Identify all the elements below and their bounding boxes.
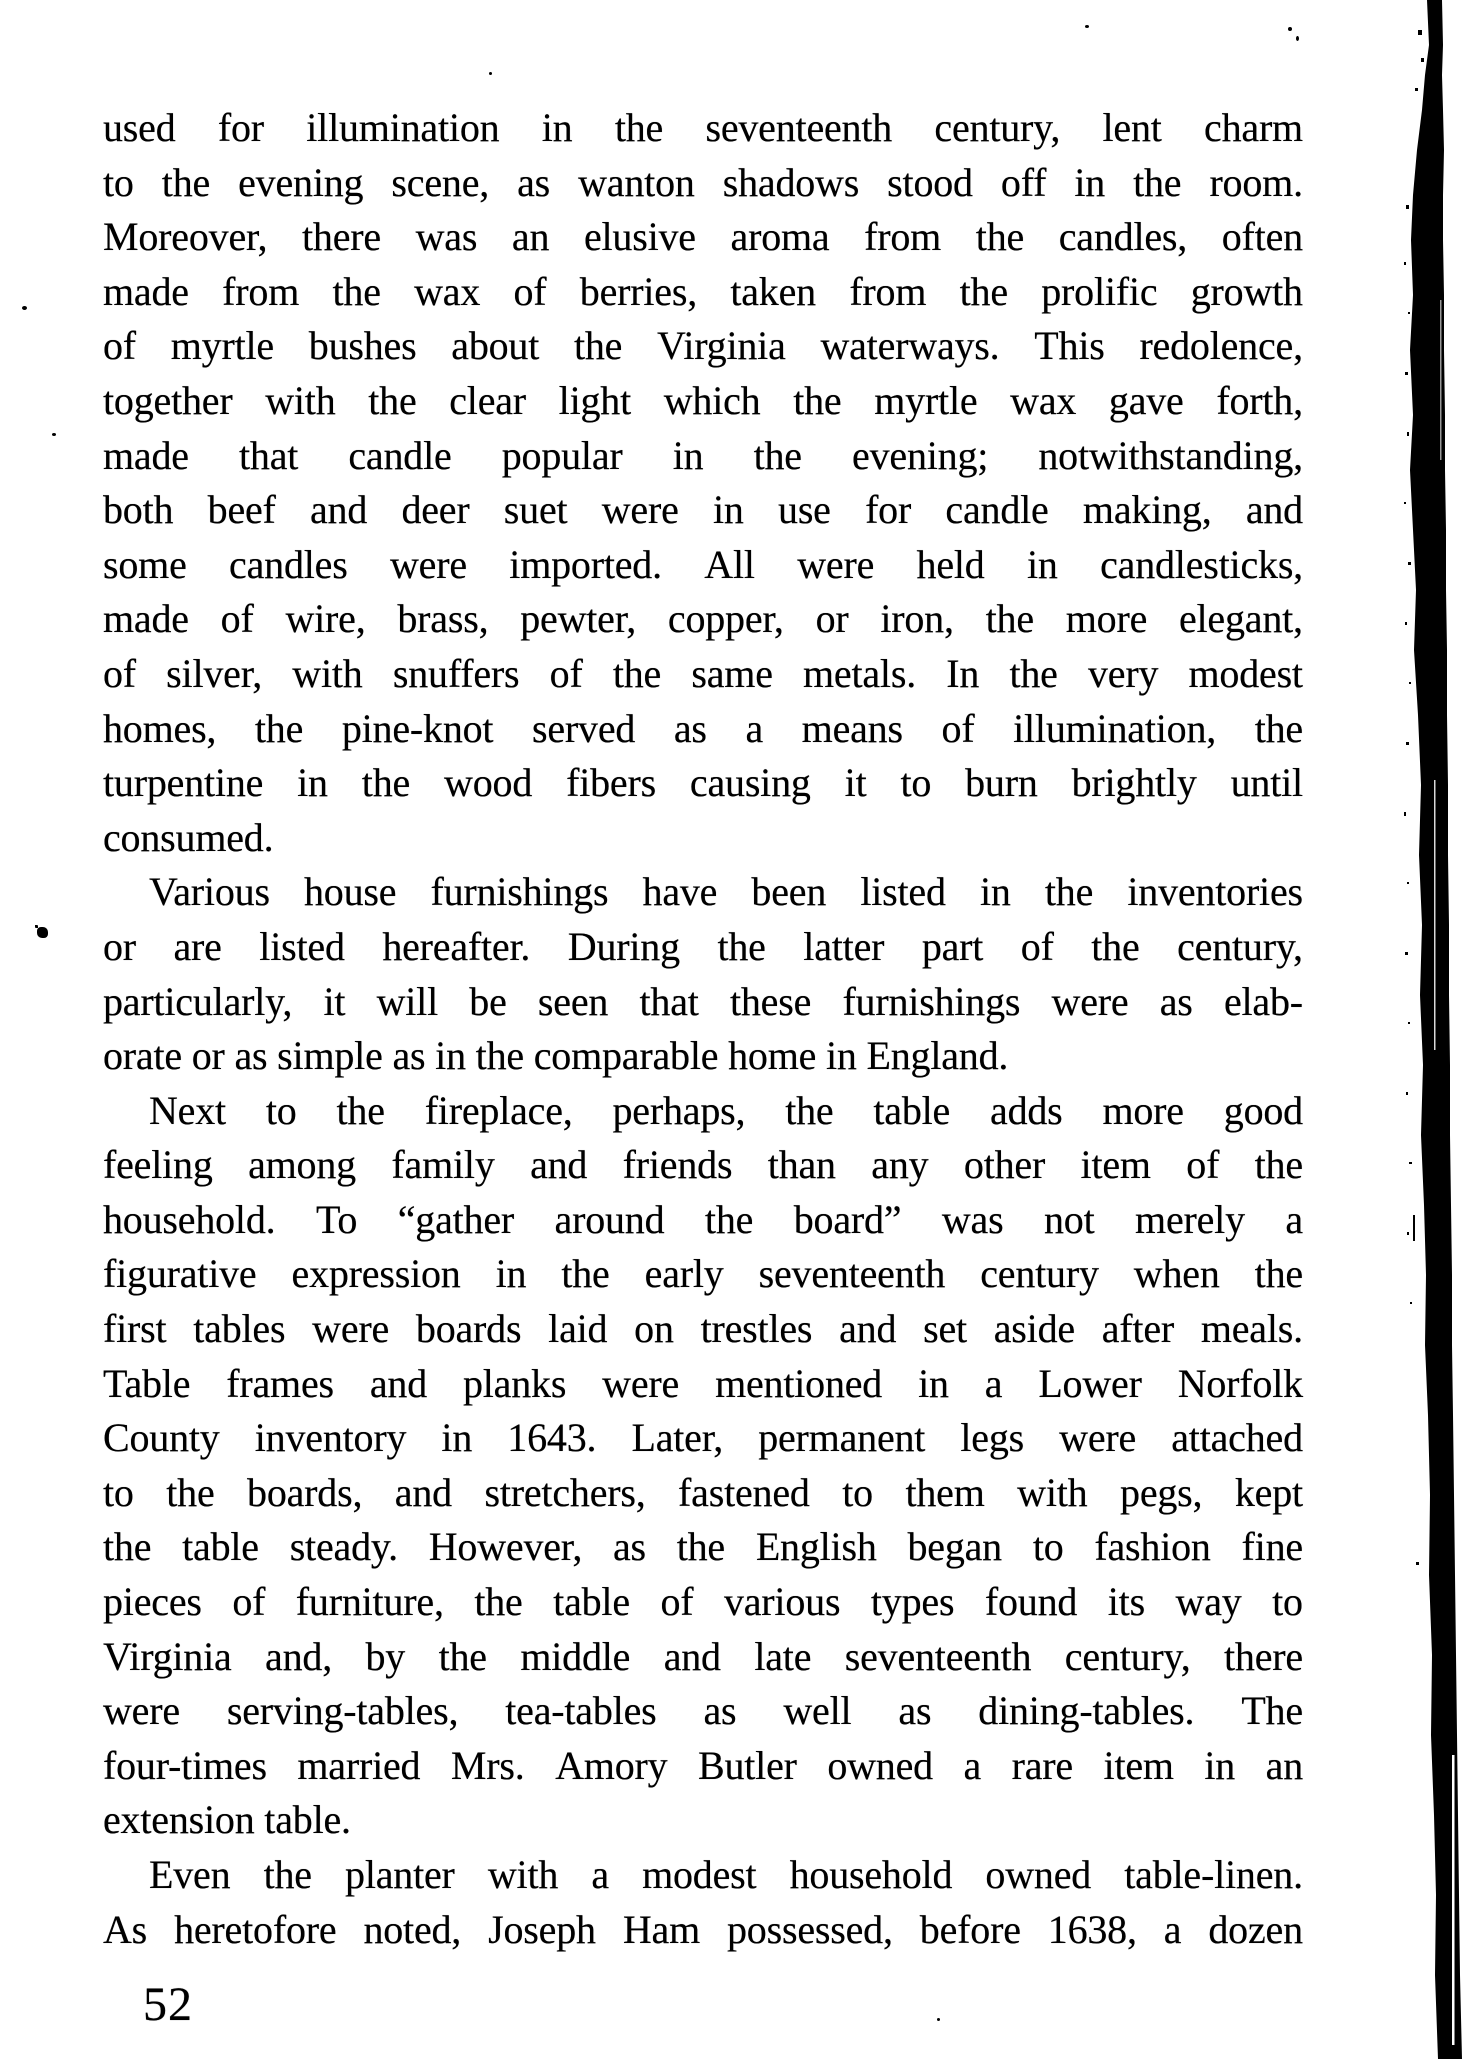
text-line: of silver, with snuffers of the same metals. In the very modest xyxy=(103,650,1303,696)
text-line: were serving-tables, tea-tables as well as dining-tables. The xyxy=(103,1688,1303,1734)
page-number: 52 xyxy=(143,1978,193,2031)
scan-speck xyxy=(1085,25,1089,28)
text-line: County inventory in 1643. Later, permanent legs were attached xyxy=(103,1415,1303,1461)
text-line: Table frames and planks were mentioned in a Lower Norfolk xyxy=(103,1360,1303,1406)
text-line: together with the clear light which the myrtle wax gave forth, xyxy=(103,377,1303,423)
text-line: Moreover, there was an elusive aroma from the candles, often xyxy=(103,214,1303,260)
text-line: Various house furnishings have been listed in the inventories xyxy=(149,869,1303,915)
scan-speck xyxy=(52,433,56,436)
text-line: Next to the fireplace, perhaps, the table adds more good xyxy=(149,1087,1303,1133)
text-line: or are listed hereafter. During the latter part of the century, xyxy=(103,923,1303,969)
text-line: made of wire, brass, pewter, copper, or iron, the more elegant, xyxy=(103,596,1303,642)
text-line: As heretofore noted, Joseph Ham possessed, before 1638, a dozen xyxy=(103,1906,1303,1952)
text-line: homes, the pine-knot served as a means of illumination, the xyxy=(103,705,1303,751)
page-body-text xyxy=(103,101,1303,1957)
ink-blot-left-margin xyxy=(37,927,48,938)
text-line: extension table. xyxy=(103,1797,351,1843)
text-line: some candles were imported. All were held in candlesticks, xyxy=(103,541,1303,587)
text-line: used for illumination in the seventeenth century, lent charm xyxy=(103,105,1303,150)
scan-speck xyxy=(1288,27,1292,31)
scan-speck xyxy=(1296,36,1299,41)
text-line: figurative expression in the early seventeenth century when the xyxy=(103,1251,1303,1297)
text-line: of myrtle bushes about the Virginia waterways. This redolence, xyxy=(103,323,1303,369)
text-line: pieces of furniture, the table of various types found its way to xyxy=(103,1579,1303,1625)
text-line: particularly, it will be seen that these furnishings were as elab- xyxy=(103,978,1303,1024)
text-line: made from the wax of berries, taken from the prolific growth xyxy=(103,268,1303,314)
text-line: turpentine in the wood fibers causing it to burn brightly until xyxy=(103,760,1303,806)
text-line: the table steady. However, as the English began to fashion fine xyxy=(103,1524,1303,1570)
text-line: feeling among family and friends than any other item of the xyxy=(103,1142,1303,1188)
scan-speck xyxy=(489,72,492,75)
scan-speck xyxy=(22,306,27,310)
text-line: orate or as simple as in the comparable home in England. xyxy=(103,1033,1009,1079)
text-line: consumed. xyxy=(103,814,274,860)
scan-speck xyxy=(937,2018,940,2021)
text-line: first tables were boards laid on trestles and set aside after meals. xyxy=(103,1306,1303,1352)
text-line: household. To “gather around the board” was not merely a xyxy=(103,1196,1303,1242)
text-line: to the evening scene, as wanton shadows stood off in the room. xyxy=(103,159,1303,205)
text-line: Even the planter with a modest household owned table-linen. xyxy=(149,1852,1303,1897)
scan-gutter-shadow xyxy=(1404,0,1479,2059)
text-line: to the boards, and stretchers, fastened to them with pegs, kept xyxy=(103,1469,1303,1515)
text-line: four-times married Mrs. Amory Butler owned a rare item in an xyxy=(103,1742,1303,1788)
text-line: both beef and deer suet were in use for candle making, and xyxy=(103,487,1303,533)
text-line: made that candle popular in the evening; notwithstanding, xyxy=(103,432,1303,478)
text-line: Virginia and, by the middle and late seventeenth century, there xyxy=(103,1633,1303,1679)
